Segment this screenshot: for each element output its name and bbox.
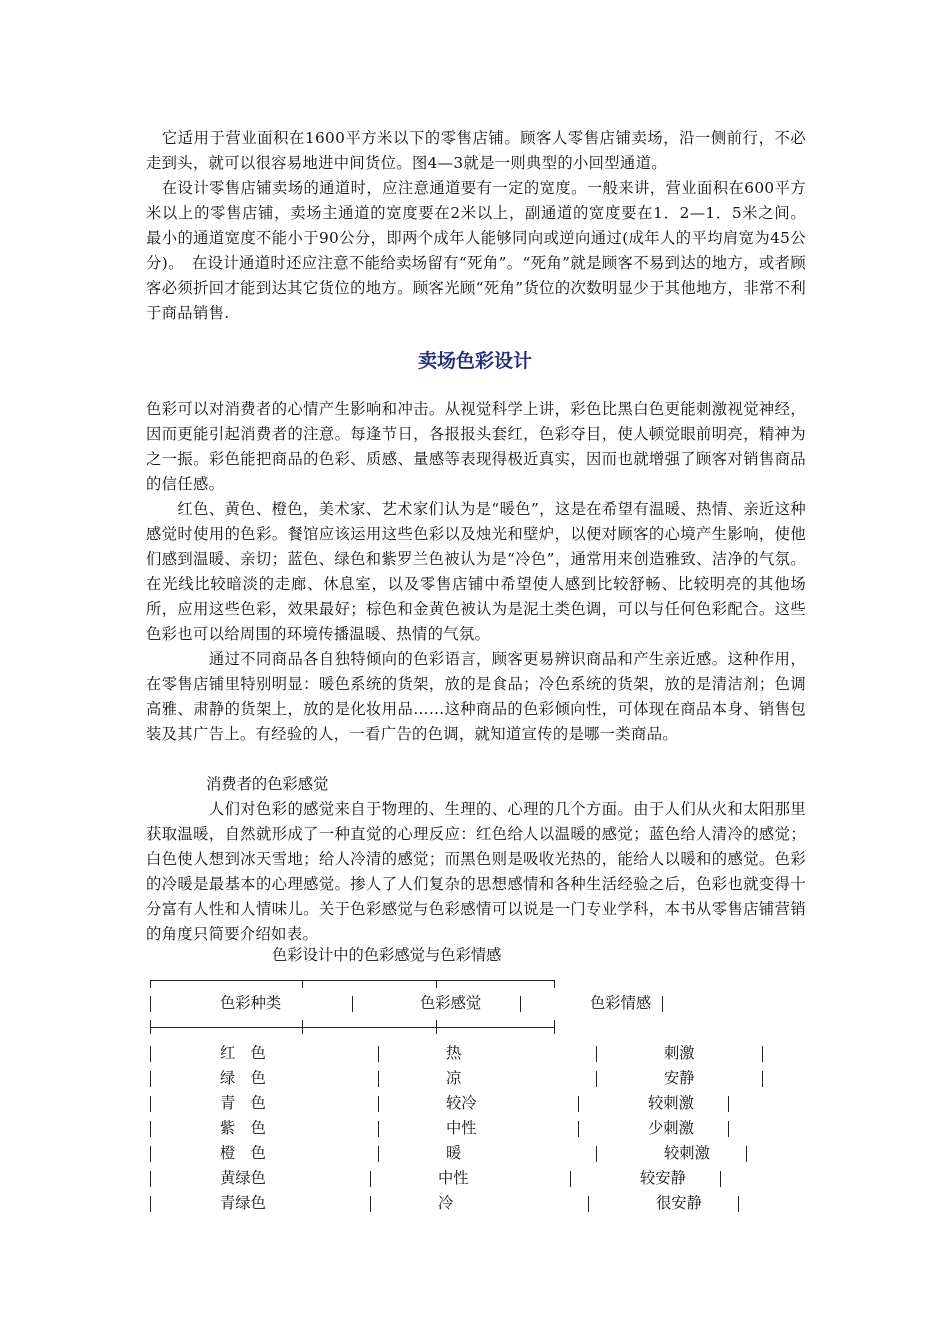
table-cell: 中性 [446,1119,477,1137]
table-caption: 色彩设计中的色彩感觉与色彩情感 [272,946,502,964]
body-paragraph-2: 红色、黄色、橙色，美术家、艺术家们认为是“暖色”，这是在希望有温暖、热情、亲近这种感觉时使用的色彩。餐馆应该运用这些色彩以及烛光和壁炉，以便对顾客的心境产生影响，使他们感到温暖、亲切；蓝色、绿色和紫罗兰色被认为是“冷色”，通常用来创造雅致、洁净的气氛。在光线比较暗淡的走廊、休息室，以及零售店铺中希望使人感到比较舒畅、比较明亮的其他场所，应用这些色彩，效果最好；棕色和金黄色被认为是泥土类色调，可以与任何色彩配合。这些色彩也可以给周围的环境传播温暖、热情的气氛。 [146,500,806,643]
body-paragraph-1: 色彩可以对消费者的心情产生影响和冲击。从视觉科学上讲，彩色比黑白色更能刺激视觉神经，因而更能引起消费者的注意。每逢节日，各报报头套红，色彩夺目，使人顿觉眼前明亮，精神为之一振。彩色能把商品的色彩、质感、量感等表现得极近真实，因而也就增强了顾客对销售商品的信任感。 [146,400,806,493]
table-border [150,1071,151,1087]
table-header-border [150,1027,555,1028]
table-top-border [150,980,555,981]
header-color-emotion: 色彩情感 [590,994,652,1012]
table-border [370,1196,371,1212]
table-border [728,1096,729,1112]
section-title: 卖场色彩设计 [417,350,532,372]
table-cell: 紫 色 [220,1119,266,1137]
table-border [520,996,521,1012]
table-cell: 红 色 [220,1044,266,1062]
table-border [150,1046,151,1062]
table-cell: 青绿色 [220,1194,266,1212]
table-cell: 较冷 [446,1094,477,1112]
intro-paragraph-2: 在设计零售店铺卖场的通道时，应注意通道要有一定的宽度。一般来讲，营业面积在600平方米以上的零售店铺，卖场主通道的宽度要在2米以上，副通道的宽度要在1．2—1．5米之间。最小的通道宽度不能小于90公分，即两个成年人能够同向或逆向通过(成年人的平均肩宽为45公分)。 在设计通道时还应注意不能给卖场留有“死角”。“死角”就是顾客不易到达的地方，或者顾客必须折回才能到达其它货位的地方。顾客光顾“死角”货位的次数明显少于其他地方，非常不利于商品销售. [146,179,806,322]
table-border [662,996,663,1012]
table-border [150,1196,151,1212]
table-cell: 冷 [438,1194,454,1212]
table-cell: 少刺激 [648,1119,694,1137]
table-border [578,1096,579,1112]
table-border [596,1046,597,1062]
table-border [762,1071,763,1087]
table-border [150,996,151,1012]
subheading: 消费者的色彩感觉 [206,775,329,793]
table-border [378,1096,379,1112]
table-border [150,1096,151,1112]
table-border [436,1020,437,1034]
table-cell: 青 色 [220,1094,266,1112]
table-border [554,980,555,988]
table-border [596,1071,597,1087]
table-cell: 绿 色 [220,1069,266,1087]
table-cell: 刺激 [664,1044,695,1062]
table-border [728,1121,729,1137]
table-border [570,1171,571,1187]
body-paragraph-3: 通过不同商品各自独特倾向的色彩语言，顾客更易辨识商品和产生亲近感。这种作用，在零售店铺里特别明显：暖色系统的货架，放的是食品；冷色系统的货架，放的是清洁剂；色调高雅、肃静的货架上，放的是化妆用品……这种商品的色彩倾向性，可体现在商品本身、销售包装及其广告上。有经验的人，一看广告的色调，就知道宣传的是哪一类商品。 [146,650,806,743]
table-border [352,996,353,1012]
table-border [378,1146,379,1162]
table-border [150,1121,151,1137]
table-border [738,1196,739,1212]
table-border [302,980,303,988]
table-border [150,980,151,988]
table-cell: 凉 [446,1069,462,1087]
table-border [588,1196,589,1212]
intro-paragraph-1: 它适用于营业面积在1600平方米以下的零售店铺。顾客人零售店铺卖场，沿一侧前行，不必走到头，就可以很容易地进中间货位。图4—3就是一则典型的小回型通道。 [146,129,806,172]
table-cell: 中性 [438,1169,469,1187]
table-cell: 很安静 [656,1194,702,1212]
table-border [378,1046,379,1062]
table-border [720,1171,721,1187]
table-cell: 安静 [664,1069,695,1087]
table-border [378,1121,379,1137]
table-cell: 暖 [446,1144,462,1162]
header-color-type: 色彩种类 [220,994,282,1012]
table-border [150,1171,151,1187]
table-cell: 较刺激 [664,1144,710,1162]
header-color-sense: 色彩感觉 [420,994,482,1012]
table-border [150,1020,151,1034]
table-border [302,1020,303,1034]
table-border [436,980,437,988]
table-border [370,1171,371,1187]
table-border [578,1121,579,1137]
table-cell: 黄绿色 [220,1169,266,1187]
table-cell: 热 [446,1044,462,1062]
table-border [596,1146,597,1162]
table-border [150,1146,151,1162]
body-paragraph-4: 人们对色彩的感觉来自于物理的、生理的、心理的几个方面。由于人们从火和太阳那里获取温暖，自然就形成了一种直觉的心理反应：红色给人以温暖的感觉；蓝色给人清冷的感觉；白色使人想到冰天雪地；给人冷清的感觉；而黑色则是吸收光热的，能给人以暖和的感觉。色彩的冷暖是最基本的心理感觉。掺人了人们复杂的思想感情和各种生活经验之后，色彩也就变得十分富有人性和人情味儿。关于色彩感觉与色彩感情可以说是一门专业学科，本书从零售店铺营销的角度只简要介绍如表。 [146,800,806,943]
table-cell: 较刺激 [648,1094,694,1112]
table-border [378,1071,379,1087]
table-border [554,1020,555,1034]
table-cell: 较安静 [640,1169,686,1187]
table-border [762,1046,763,1062]
table-border [746,1146,747,1162]
table-cell: 橙 色 [220,1144,266,1162]
